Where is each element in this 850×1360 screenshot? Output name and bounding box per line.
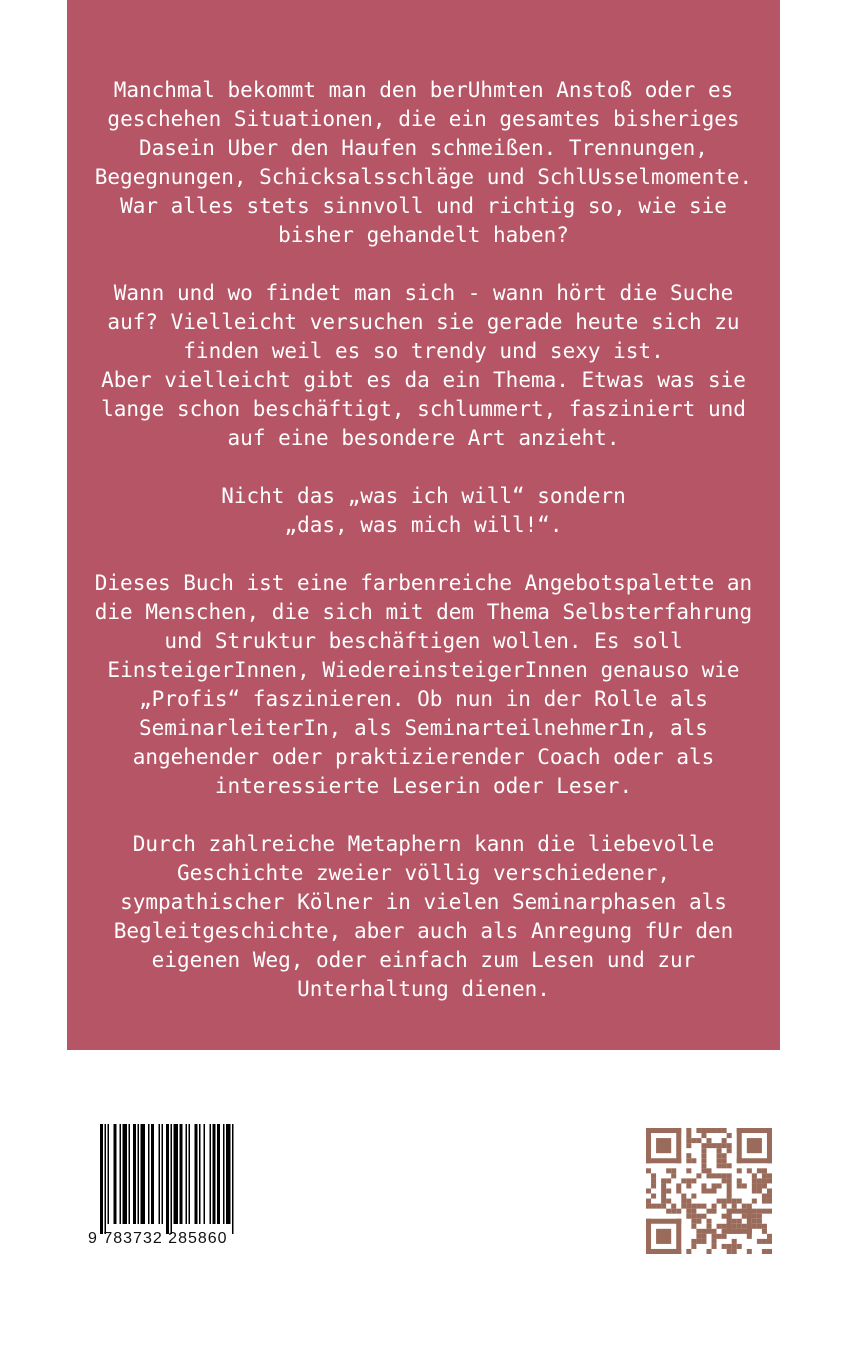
text-line: sympathischer Kölner in vielen Seminarphasen als — [120, 890, 727, 914]
text-line: auf? Vielleicht versuchen sie gerade heute sich zu — [107, 310, 740, 334]
blurb-paragraph — [67, 76, 780, 250]
text-line: Dieses Buch ist eine farbenreiche Angebotspalette an — [94, 571, 753, 595]
text-line: Nicht das „was ich will“ sondern — [221, 484, 626, 508]
blurb-text — [67, 76, 780, 1033]
text-line: Aber vielleicht gibt es da ein Thema. Etwas was sie — [101, 368, 746, 392]
text-line: Durch zahlreiche Metaphern kann die liebevolle — [132, 832, 715, 856]
text-line: „das, was mich will!“. — [284, 513, 563, 537]
text-line: eigenen Weg, oder einfach zum Lesen und zur — [151, 948, 696, 972]
barcode — [82, 1120, 262, 1270]
text-line: Geschichte zweier völlig verschiedener, — [176, 861, 671, 885]
text-line: „Profis“ faszinieren. Ob nun in der Rolle als — [139, 687, 708, 711]
text-line: EinsteigerInnen, WiedereinsteigerInnen genauso wie — [107, 658, 740, 682]
text-line: angehender oder praktizierender Coach oder als — [132, 745, 715, 769]
text-line: auf eine besondere Art anzieht. — [227, 426, 620, 450]
text-line: lange schon beschäftigt, schlummert, fasziniert und — [101, 397, 746, 421]
text-line: Begleitgeschichte, aber auch als Anregung fUr den — [113, 919, 734, 943]
text-line: Unterhaltung dienen. — [297, 977, 550, 1001]
text-line: War alles stets sinnvoll und richtig so, wie sie — [120, 194, 727, 218]
text-line: interessierte Leserin oder Leser. — [214, 774, 633, 798]
blurb-paragraph — [67, 830, 780, 1004]
blurb-paragraph — [67, 279, 780, 453]
text-line: die Menschen, die sich mit dem Thema Selbsterfahrung — [94, 600, 753, 624]
text-line: bisher gehandelt haben? — [278, 223, 569, 247]
text-line: finden weil es so trendy und sexy ist. — [183, 339, 664, 363]
blurb-paragraph — [67, 482, 780, 540]
back-cover-panel — [67, 0, 780, 1050]
text-line: und Struktur beschäftigen wollen. Es soll — [164, 629, 683, 653]
text-line: geschehen Situationen, die ein gesamtes bisheriges — [107, 107, 740, 131]
qr-code-icon — [646, 1128, 772, 1254]
text-line: SeminarleiterIn, als SeminarteilnehmerIn, als — [139, 716, 708, 740]
text-line: Manchmal bekommt man den berUhmten Anstoß oder es — [113, 78, 734, 102]
blurb-paragraph — [67, 569, 780, 801]
text-line: Dasein Uber den Haufen schmeißen. Trennungen, — [139, 136, 708, 160]
isbn-number: 9 783732 285860 — [88, 1230, 228, 1247]
text-line: Wann und wo findet man sich - wann hört die Suche — [113, 281, 734, 305]
text-line: Begegnungen, Schicksalsschläge und SchlUsselmomente. — [94, 165, 753, 189]
barcode-icon — [100, 1124, 260, 1234]
